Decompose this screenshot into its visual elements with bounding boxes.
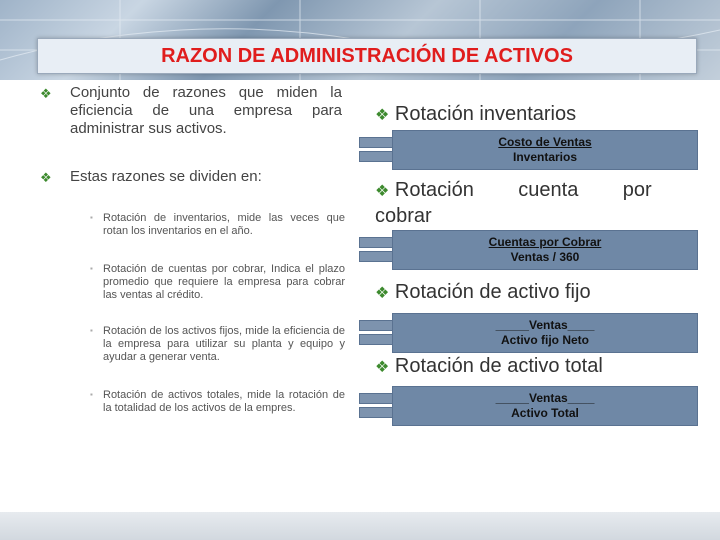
list-item: Rotación de activos totales, mide la rotación de la totalidad de los activos de la empres.	[103, 389, 345, 414]
list-item: Rotación de inventarios, mide las veces que rotan los inventarios en el año.	[103, 212, 345, 237]
diamond-bullet-icon: ❖	[375, 359, 390, 376]
formula-denominator: Inventarios	[512, 150, 578, 164]
title-box	[37, 38, 697, 74]
formula-box-cuentas	[392, 230, 698, 270]
square-bullet-icon: ▪	[90, 390, 93, 399]
heading-rotacion-activo-fijo: ❖ Rotación de activo fijo	[375, 281, 591, 303]
square-bullet-icon: ▪	[90, 213, 93, 222]
diamond-bullet-icon: ❖	[40, 86, 52, 101]
divide-text: Estas razones se dividen en:	[70, 168, 262, 185]
formula-numerator: Cuentas por Cobrar	[488, 235, 602, 249]
formula-box-inventarios	[392, 130, 698, 170]
footer-bar	[0, 512, 720, 540]
bar-decoration	[359, 137, 395, 165]
formula-numerator: _____Ventas____	[495, 391, 595, 405]
diamond-bullet-icon: ❖	[375, 183, 390, 200]
diamond-bullet-icon: ❖	[375, 107, 390, 124]
page-title: RAZON DE ADMINISTRACIÓN DE ACTIVOS	[161, 44, 573, 67]
diamond-bullet-icon: ❖	[375, 285, 390, 302]
formula-denominator: Activo fijo Neto	[500, 333, 589, 347]
bar-decoration	[359, 393, 395, 421]
intro-text: Conjunto de razones que miden la eficiencia de una empresa para administrar sus activos.	[70, 84, 342, 137]
formula-numerator: Costo de Ventas	[498, 135, 592, 149]
heading-rotacion-inventarios: ❖ Rotación inventarios	[375, 103, 577, 125]
formula-denominator: Ventas / 360	[510, 250, 580, 264]
formula-box-activo-total	[392, 386, 698, 426]
list-item: Rotación de cuentas por cobrar, Indica el plazo promedio que requiere la empresa para cobrar las ventas al crédito.	[103, 263, 345, 301]
square-bullet-icon: ▪	[90, 326, 93, 335]
square-bullet-icon: ▪	[90, 264, 93, 273]
heading-rotacion-activo-total: ❖ Rotación de activo total	[375, 355, 603, 377]
formula-denominator: Activo Total	[511, 406, 579, 420]
bar-decoration	[359, 237, 395, 265]
diamond-bullet-icon: ❖	[40, 170, 52, 185]
heading-rotacion-cuenta-por-cobrar: ❖ Rotación cuenta por cobrar	[375, 179, 658, 227]
bar-decoration	[359, 320, 395, 348]
formula-box-activo-fijo	[392, 313, 698, 353]
formula-numerator: _____Ventas____	[495, 318, 595, 332]
list-item: Rotación de los activos fijos, mide la eficiencia de la empresa para utilizar su planta y equipo y ayudar a generar venta.	[103, 325, 345, 363]
